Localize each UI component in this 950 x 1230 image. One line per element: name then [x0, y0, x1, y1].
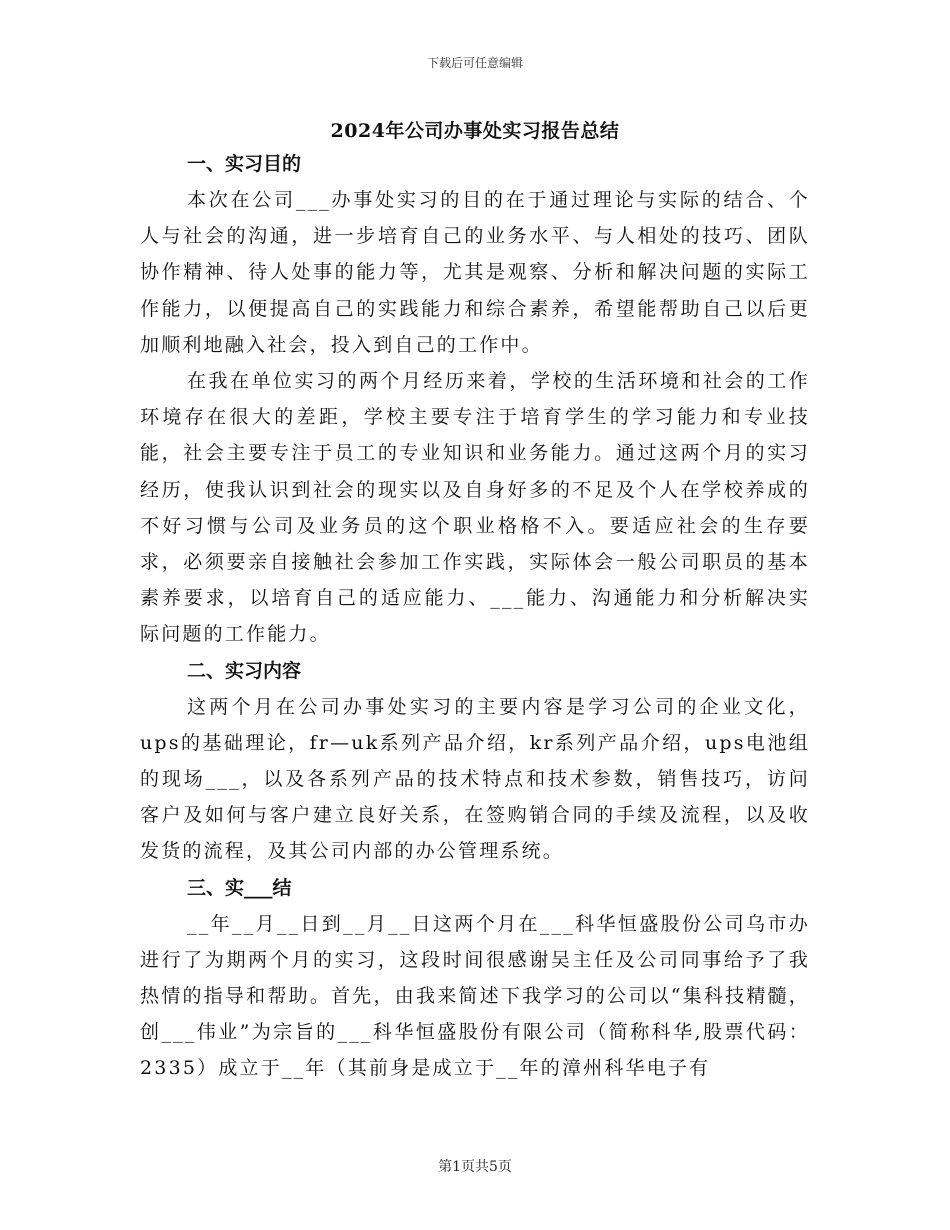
paragraph: 在我在单位实习的两个月经历来着，学校的生活环境和社会的工作环境存在很大的差距，学校主要专注于培育学生的学习能力和专业技能，社会主要专注于员工的专业知识和业务能力。通过这两个月的实习经历，使我认识到社会的现实以及自身好多的不足及个人在学校养成的不好习惯与公司及业务员的这个职业格格不入。要适应社会的生存要求，必须要亲自接触社会参加工作实践，实际体会一般公司职员的基本素养要求，以培育自己的适应能力、___能力、沟通能力和分析解决实际问题的工作能力。 [140, 370, 810, 646]
paragraph: 这两个月在公司办事处实习的主要内容是学习公司的企业文化，ups的基础理论，fr—uk系列产品介绍，kr系列产品介绍，ups电池组的现场___，以及各系列产品的技术特点和技术参数，销售技巧，访问客户及如何与客户建立良好关系，在签购销合同的手续及流程，以及收发货的流程，及其公司内部的办公管理系统。 [140, 695, 810, 863]
paragraph: 本次在公司___办事处实习的目的在于通过理论与实际的结合、个人与社会的沟通，进一步培育自己的业务水平、与人相处的技巧、团队协作精神、待人处事的能力等，尤其是观察、分析和解决问题的实际工作能力，以便提高自己的实践能力和综合素养，希望能帮助自己以后更加顺利地融入社会，投入到自己的工作中。 [140, 189, 810, 356]
section-heading-purpose: 一、实习目的 [187, 153, 302, 175]
section-heading-content: 二、实习内容 [187, 659, 302, 682]
section-heading-summary: 三、实___结 [187, 876, 292, 899]
paragraph: __年__月__日到__月__日这两个月在___科华恒盛股份公司乌市办进行了为期两个月的实习，这段时间很感谢吴主任及公司同事给予了我热情的指导和帮助。首先，由我来简述下我学习的公司以“集科技精髓，创___伟业”为宗旨的___科华恒盛股份有限公司（简称科华,股票代码：2335）成立于__年（其前身是成立于__年的漳州科华电子有 [140, 912, 810, 1080]
page-number: 第1页共5页 [438, 1159, 512, 1175]
document-body [140, 146, 810, 1087]
document-title: 2024年公司办事处实习报告总结 [330, 120, 620, 142]
header-note: 下载后可任意编辑 [426, 56, 523, 70]
